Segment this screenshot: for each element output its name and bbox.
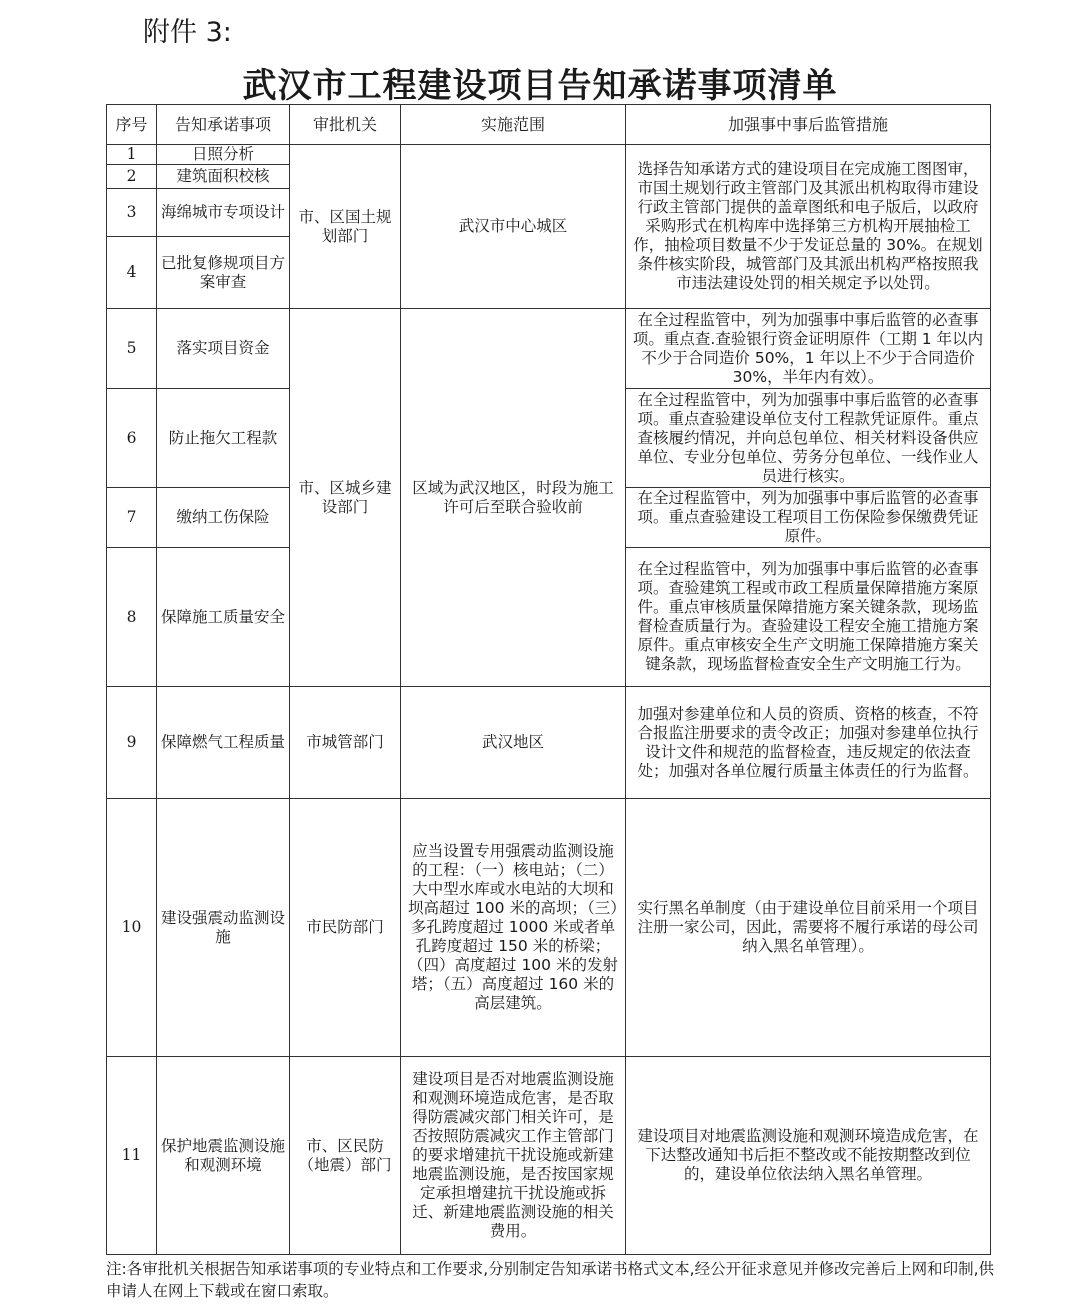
- row-no: 11: [107, 1057, 157, 1255]
- table-row: [107, 1057, 991, 1255]
- table-row: [107, 145, 991, 165]
- row-measure: 在全过程监管中，列为加强事中事后监管的必查事项。重点查验建设工程项目工伤保险参保缴费凭证原件。: [626, 488, 991, 548]
- row-scope: 武汉地区: [401, 687, 626, 799]
- row-item: 建筑面积校核: [157, 165, 290, 189]
- row-authority: 市民防部门: [290, 799, 401, 1057]
- row-item: 保护地震监测设施和观测环境: [157, 1057, 290, 1255]
- row-no: 10: [107, 799, 157, 1057]
- row-item: 建设强震动监测设施: [157, 799, 290, 1057]
- row-no: 3: [107, 189, 157, 237]
- row-scope: 武汉市中心城区: [401, 145, 626, 309]
- row-authority: 市城管部门: [290, 687, 401, 799]
- col-header-authority: 审批机关: [290, 105, 401, 145]
- row-item: 保障燃气工程质量: [157, 687, 290, 799]
- col-header-measures: 加强事中事后监管措施: [626, 105, 991, 145]
- row-authority: 市、区民防（地震）部门: [290, 1057, 401, 1255]
- row-no: 2: [107, 165, 157, 189]
- row-no: 9: [107, 687, 157, 799]
- row-measure: 在全过程监管中，列为加强事中事后监管的必查事项。重点查验建设单位支付工程款凭证原件。重点查核履约情况，并向总包单位、相关材料设备供应单位、专业分包单位、劳务分包单位、一线作业人员进行核实。: [626, 389, 991, 488]
- row-scope: 区域为武汉地区，时段为施工许可后至联合验收前: [401, 309, 626, 687]
- row-item: 落实项目资金: [157, 309, 290, 389]
- row-item: 已批复修规项目方案审查: [157, 237, 290, 309]
- row-no: 7: [107, 488, 157, 548]
- row-measure: 建设项目对地震监测设施和观测环境造成危害，在下达整改通知书后拒不整改或不能按期整改到位的，建设单位依法纳入黑名单管理。: [626, 1057, 991, 1255]
- row-item: 缴纳工伤保险: [157, 488, 290, 548]
- row-no: 8: [107, 548, 157, 687]
- attachment-label: 附件 3:: [143, 17, 232, 48]
- table-row: [107, 687, 991, 799]
- row-no: 1: [107, 145, 157, 165]
- row-authority: 市、区国土规划部门: [290, 145, 401, 309]
- row-item: 保障施工质量安全: [157, 548, 290, 687]
- row-no: 4: [107, 237, 157, 309]
- row-item: 海绵城市专项设计: [157, 189, 290, 237]
- row-item: 防止拖欠工程款: [157, 389, 290, 488]
- table-row: [107, 799, 991, 1057]
- row-measure: 加强对参建单位和人员的资质、资格的核查，不符合报监注册要求的责令改正；加强对参建单位执行设计文件和规范的监督检查，违反规定的依法查处；加强对各单位履行质量主体责任的行为监督。: [626, 687, 991, 799]
- document-title: 武汉市工程建设项目告知承诺事项清单: [242, 66, 838, 106]
- row-scope: 建设项目是否对地震监测设施和观测环境造成危害，是否取得防震减灾部门相关许可，是否按照防震减灾工作主管部门的要求增建抗干扰设施或新建地震监测设施，是否按国家规定承担增建抗干扰设施或拆迁、新建地震监测设施的相关费用。: [401, 1057, 626, 1255]
- row-scope: 应当设置专用强震动监测设施的工程：（一）核电站；（二）大中型水库或水电站的大坝和坝高超过 100 米的高坝；（三）多孔跨度超过 1000 米或者单孔跨度超过 150 米的桥梁；（四）高度超过 100 米的发射塔；（五）高度超过 160 米的高层建筑。: [401, 799, 626, 1057]
- row-measure: 选择告知承诺方式的建设项目在完成施工图图审，市国土规划行政主管部门及其派出机构取得市建设行政主管部门提供的盖章图纸和电子版后，以政府采购形式在机构库中选择第三方机构开展抽检工作，抽检项目数量不少于发证总量的 30%。在规划条件核实阶段，城管部门及其派出机构严格按照我市违法建设处罚的相关规定予以处罚。: [626, 145, 991, 309]
- row-measure: 在全过程监管中，列为加强事中事后监管的必查事项。查验建筑工程或市政工程质量保障措施方案原件。重点审核质量保障措施方案关键条款，现场监督检查质量行为。查验建设工程安全施工措施方案原件。重点审核安全生产文明施工保障措施方案关键条款，现场监督检查安全生产文明施工行为。: [626, 548, 991, 687]
- row-no: 5: [107, 309, 157, 389]
- row-item: 日照分析: [157, 145, 290, 165]
- commitment-items-table: [106, 104, 991, 1255]
- col-header-item: 告知承诺事项: [157, 105, 290, 145]
- footnote: 注:各审批机关根据告知承诺事项的专业特点和工作要求,分别制定告知承诺书格式文本,经公开征求意见并修改完善后上网和印制,供申请人在网上下载或在窗口索取。: [106, 1260, 995, 1300]
- row-no: 6: [107, 389, 157, 488]
- col-header-no: 序号: [107, 105, 157, 145]
- row-measure: 实行黑名单制度（由于建设单位目前采用一个项目注册一家公司，因此，需要将不履行承诺的母公司纳入黑名单管理）。: [626, 799, 991, 1057]
- table-row: [107, 309, 991, 389]
- col-header-scope: 实施范围: [401, 105, 626, 145]
- row-authority: 市、区城乡建设部门: [290, 309, 401, 687]
- row-measure: 在全过程监管中，列为加强事中事后监管的必查事项。重点查.查验银行资金证明原件（工期 1 年以内不少于合同造价 50%，1 年以上不少于合同造价 30%，半年内有效）。: [626, 309, 991, 389]
- table-header-row: [107, 105, 991, 145]
